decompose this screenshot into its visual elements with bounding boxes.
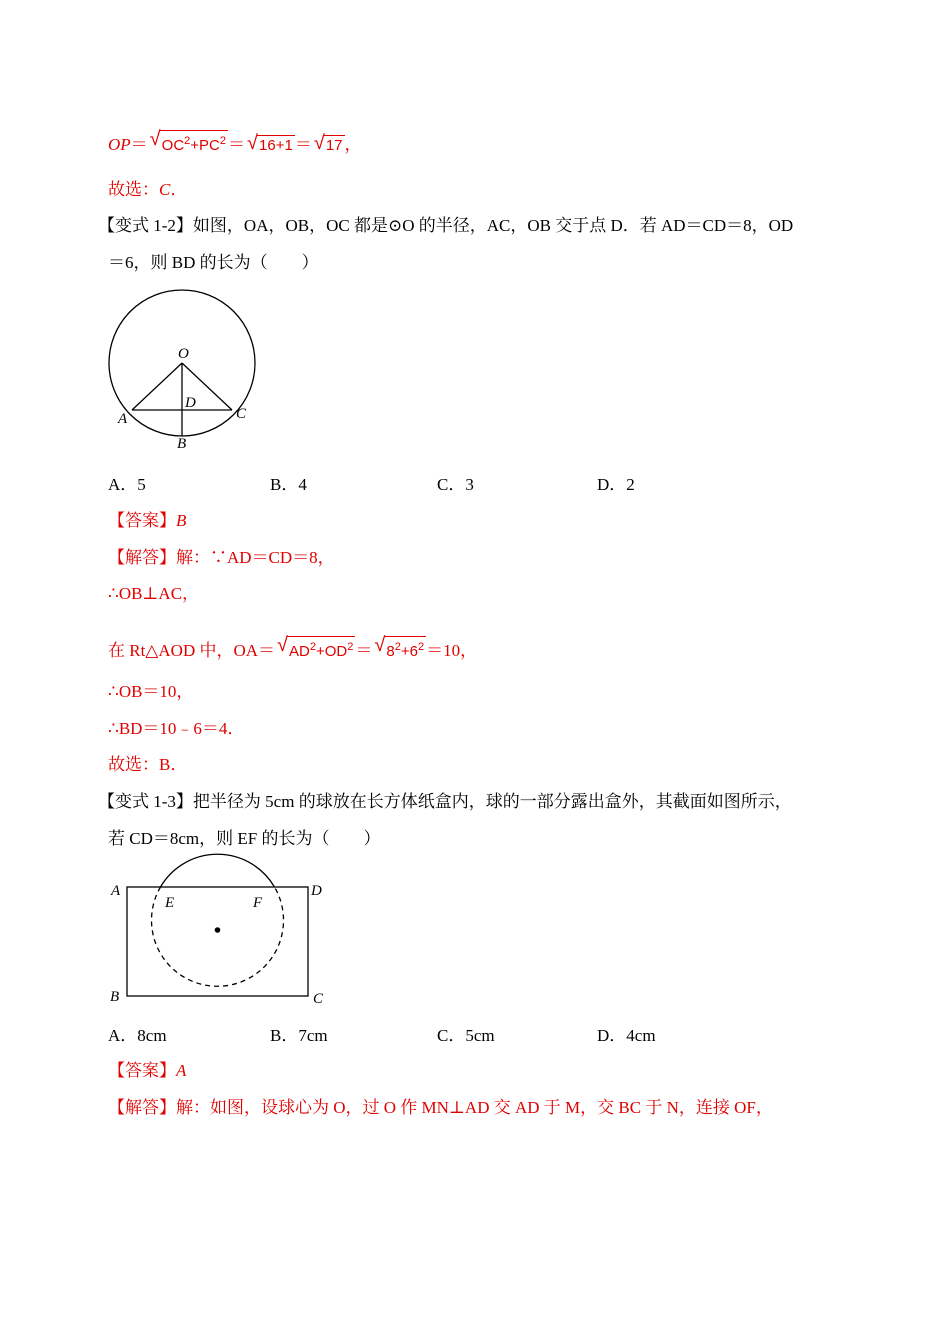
q12-solution-line6: 故选：B．	[108, 755, 188, 774]
q12-tag: 【变式 1-2】	[98, 216, 193, 235]
label-f: F	[253, 895, 263, 911]
label-c: C	[236, 406, 247, 422]
ball-center	[215, 927, 221, 933]
prev-solution-line: OP＝ √ $OC^2+PC^2$ ＝ √ 16+1 ＝ √ 17 ，	[108, 130, 362, 158]
q12-circle-figure	[108, 285, 268, 455]
equals: ＝	[294, 135, 312, 154]
label-c: C	[313, 991, 324, 1007]
equals: ＝	[130, 135, 148, 154]
sqrt-17: √ 17	[313, 132, 343, 154]
sqrt-oc-pc: √ $OC^2+PC^2$	[149, 128, 227, 154]
box-rect	[127, 887, 308, 996]
q12-text: 如图，OA，OB，OC 都是⊙O 的半径，AC，OB 交于点 D．若 AD＝CD＝8，OD	[192, 216, 794, 235]
label-e: E	[165, 895, 175, 911]
radius-oa	[132, 363, 182, 410]
q12-option-a: A．5	[108, 475, 146, 494]
label-b: B	[110, 989, 120, 1005]
q13-option-d: D．4cm	[597, 1026, 656, 1045]
q12-answer: 【答案】B	[108, 511, 187, 530]
q12-option-c: C．3	[437, 475, 474, 494]
q13-box-figure	[108, 860, 338, 1010]
q13-stem-line1	[98, 790, 792, 814]
q13-tag: 【变式 1-3】	[98, 792, 193, 811]
label-a: A	[111, 883, 121, 899]
q12-solution-line2: ∴OB⊥AC，	[108, 584, 200, 603]
q12-solution-line1: 【解答】解：∵AD＝CD＝8，	[108, 548, 335, 567]
q13-option-a: A．8cm	[108, 1026, 167, 1045]
ball-arc-outside	[161, 854, 275, 887]
q13-answer: 【答案】A	[108, 1061, 187, 1080]
q12-stem-line1	[98, 214, 794, 238]
q12-stem-line2: ＝6，则 BD 的长为（ ）	[108, 253, 319, 272]
label-a: A	[118, 411, 128, 427]
q12-solution-line5: ∴BD＝10﹣6＝4．	[108, 719, 245, 738]
q13-solution-line1: 【解答】解：如图，设球心为 O，过 O 作 MN⊥AD 交 AD 于 M，交 BC 于 N，连接 OF，	[108, 1098, 773, 1117]
q13-stem-line2: 若 CD＝8cm，则 EF 的长为（ ）	[108, 829, 381, 848]
q13-text: 把半径为 5cm 的球放在长方体纸盒内，球的一部分露出盒外，其截面如图所示，	[192, 792, 792, 811]
q12-solution-line3: 在 Rt△AOD 中，OA＝ √ $AD^2+OD^2$ ＝ √ $8^2+6^2 =10$，	[108, 636, 477, 664]
label-d: D	[311, 883, 322, 899]
prev-conclusion: 故选：C．	[108, 180, 188, 199]
op-symbol: OP	[108, 135, 131, 154]
label-o: O	[178, 346, 189, 362]
q12-option-b: B．4	[270, 475, 307, 494]
sqrt-8-6: √ $8^2+6^2$	[374, 634, 425, 660]
q13-option-b: B．7cm	[270, 1026, 328, 1045]
label-b: B	[177, 436, 187, 452]
q12-option-d: D．2	[597, 475, 635, 494]
q13-option-c: C．5cm	[437, 1026, 495, 1045]
equals: ＝	[228, 135, 246, 154]
label-d: D	[185, 395, 196, 411]
q12-solution-line4: ∴OB＝10，	[108, 682, 194, 701]
sqrt-16-1: √ 16+1	[247, 132, 293, 154]
sqrt-ad-od: √ $AD^2+OD^2$	[277, 634, 354, 660]
